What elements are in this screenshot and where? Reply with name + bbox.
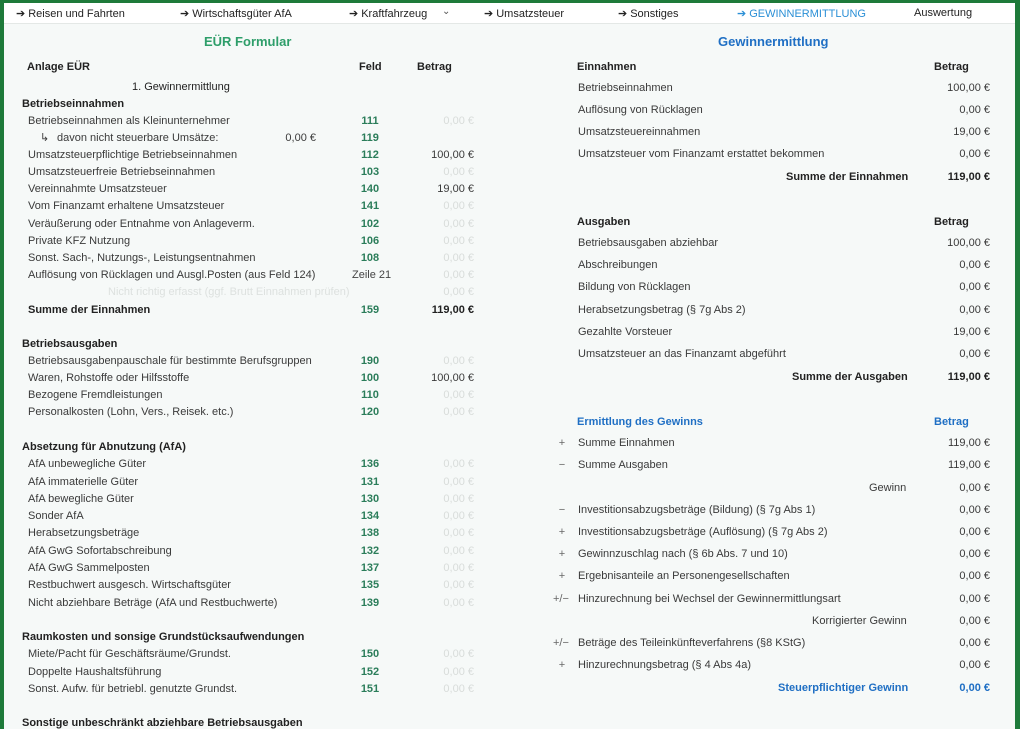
row-label: Vereinnahmte Umsatzsteuer: [28, 183, 167, 195]
ausgaben-row-label: Gezahlte Vorsteuer: [578, 326, 673, 338]
ausgaben-row-amount: 0,00 €: [959, 259, 990, 271]
ausgaben-header: Ausgaben: [577, 216, 631, 228]
einnahmen-row-label: Betriebseinnahmen: [578, 82, 673, 94]
field-number: 108: [360, 252, 380, 264]
gewinn-header: Ermittlung des Gewinns: [577, 416, 703, 428]
ausgaben-row-label: Bildung von Rücklagen: [578, 281, 691, 293]
field-number: 110: [361, 389, 379, 401]
amount-input[interactable]: 0,00 €: [443, 115, 474, 127]
column-header-betrag: Betrag: [417, 61, 452, 73]
einnahmen-sum-amount: 119,00 €: [947, 171, 990, 183]
gewinn-row-amount: 0,00 €: [959, 526, 990, 538]
sub-arrow-icon: ↳: [40, 132, 50, 144]
row-label: Personalkosten (Lohn, Vers., Reisek. etc.): [28, 406, 234, 418]
section-heading-ausgaben: Betriebsausgaben: [22, 338, 118, 350]
field-number: 100: [360, 372, 380, 384]
nav-kraftfahrzeug[interactable]: ➔ Kraftfahrzeug: [349, 8, 428, 20]
einnahmen-row-label: Umsatzsteuer vom Finanzamt erstattet bekommen: [578, 148, 825, 160]
section-heading-einnahmen: Betriebseinnahmen: [22, 98, 125, 110]
gewinn-row-label: Summe Einnahmen: [578, 437, 675, 449]
einnahmen-row-amount: 100,00 €: [947, 82, 990, 94]
amount-input[interactable]: 0,00 €: [443, 218, 474, 230]
section-heading-raum: Raumkosten und sonsige Grundstücksaufwendungen: [22, 631, 305, 643]
row-label: davon nicht steuerbare Umsätze:: [57, 132, 219, 144]
amount-input[interactable]: 0,00 €: [443, 235, 474, 247]
steuerpflichtiger-gewinn-label: Steuerpflichtiger Gewinn: [778, 682, 909, 694]
column-header-anlage: Anlage EÜR: [27, 61, 90, 73]
ausgaben-row-amount: 0,00 €: [959, 348, 990, 360]
row-label: Vom Finanzamt erhaltene Umsatzsteuer: [28, 200, 225, 212]
amount-input[interactable]: 0,00 €: [443, 527, 474, 539]
steuerpflichtiger-gewinn-amount: 0,00 €: [959, 682, 990, 694]
section-subtitle: 1. Gewinnermittlung: [132, 81, 230, 93]
ausgaben-row-label: Abschreibungen: [578, 259, 658, 271]
gewinn-row-label: Beträge des Teileinkünfteverfahrens (§8 KStG): [578, 637, 806, 649]
field-number: 102: [360, 218, 380, 230]
gewinn-row-amount: 119,00 €: [947, 459, 990, 471]
field-number: 159: [360, 304, 380, 316]
field-number: 190: [360, 355, 380, 367]
field-number: 120: [360, 406, 380, 418]
amount-input[interactable]: 0,00 €: [443, 355, 474, 367]
einnahmen-row-amount: 0,00 €: [959, 148, 990, 160]
nav-wirtschaftsgueter[interactable]: ➔ Wirtschaftsgüter AfA: [180, 8, 292, 20]
left-panel-title: EÜR Formular: [204, 34, 292, 49]
row-label: AfA GwG Sammelposten: [28, 562, 150, 574]
nav-reisen[interactable]: ➔ Reisen und Fahrten: [16, 8, 125, 20]
amount-input[interactable]: 0,00 €: [443, 597, 474, 609]
ausgaben-row-label: Herabsetzungsbetrag (§ 7g Abs 2): [578, 304, 746, 316]
sign-plus: +: [558, 659, 566, 671]
field-number: 150: [360, 648, 380, 660]
sign-plus-minus: +/−: [553, 637, 569, 649]
amount-input[interactable]: 0,00 €: [443, 252, 474, 264]
amount-input[interactable]: 0,00 €: [443, 458, 474, 470]
field-number: 134: [360, 510, 380, 522]
amount-input[interactable]: 0,00 €: [443, 269, 474, 281]
right-panel-title: Gewinnermittlung: [718, 34, 829, 49]
ausgaben-sum-label: Summe der Ausgaben: [792, 371, 908, 383]
einnahmen-header: Einnahmen: [577, 61, 637, 73]
gewinn-row-amount: 0,00 €: [959, 659, 990, 671]
gewinn-row-amount: 0,00 €: [959, 615, 990, 627]
row-label: Sonst. Sach-, Nutzungs-, Leistungsentnahmen: [28, 252, 256, 264]
amount-input[interactable]: 0,00 €: [443, 493, 474, 505]
sign-plus: +: [558, 548, 566, 560]
field-number: 112: [361, 149, 379, 161]
amount-input[interactable]: 0,00 €: [443, 510, 474, 522]
amount-input[interactable]: 19,00 €: [437, 183, 474, 195]
amount-input[interactable]: 0,00 €: [443, 648, 474, 660]
arrow-right-icon: ➔: [618, 8, 628, 20]
field-number: 141: [360, 200, 380, 212]
ausgaben-row-amount: 0,00 €: [959, 281, 990, 293]
field-number: 135: [360, 579, 380, 591]
section-heading-sonstige: Sonstige unbeschränkt abziehbare Betriebsausgaben: [22, 717, 303, 729]
sign-minus: −: [558, 504, 566, 516]
field-number: 119: [361, 132, 379, 144]
field-number: 139: [360, 597, 380, 609]
amount-input[interactable]: 0,00 €: [443, 200, 474, 212]
row-label: Betriebsausgabenpauschale für bestimmte Berufsgruppen: [28, 355, 312, 367]
field-number: 152: [360, 666, 380, 678]
ausgaben-row-amount: 19,00 €: [953, 326, 990, 338]
arrow-right-icon: ➔: [349, 8, 359, 20]
gewinn-row-label: Hinzurechnungsbetrag (§ 4 Abs 4a): [578, 659, 752, 671]
column-header-feld: Feld: [359, 61, 382, 73]
field-number: 111: [361, 115, 379, 127]
app-frame: [4, 3, 1015, 729]
gewinn-row-label: Gewinnzuschlag nach (§ 6b Abs. 7 und 10): [578, 548, 788, 560]
gewinn-subtotal-label: Gewinn: [869, 482, 907, 494]
gewinn-row-label: Hinzurechnung bei Wechsel der Gewinnermittlungsart: [578, 593, 841, 605]
row-label: Herabsetzungsbeträge: [28, 527, 140, 539]
hint-text: Nicht richtig erfasst (ggf. Brutt Einnahmen prüfen): [108, 286, 350, 298]
amount-input[interactable]: 0,00 €: [443, 562, 474, 574]
row-label: Sonst. Aufw. für betriebl. genutzte Grundst.: [28, 683, 238, 695]
gewinn-row-label: Ergebnisanteile an Personengesellschaften: [578, 570, 790, 582]
arrow-right-icon: ➔: [484, 8, 494, 20]
row-label: Auflösung von Rücklagen und Ausgl.Posten (aus Feld 124): [28, 269, 316, 281]
field-number: 106: [360, 235, 380, 247]
amount-input[interactable]: 0,00 €: [443, 166, 474, 178]
amount-input: 0,00 €: [443, 286, 474, 298]
amount-input[interactable]: 0,00 €: [443, 579, 474, 591]
gewinn-row-amount: 119,00 €: [947, 437, 990, 449]
field-number: 138: [360, 527, 380, 539]
field-number: 131: [360, 476, 380, 488]
gewinn-row-amount: 0,00 €: [959, 504, 990, 516]
arrow-right-icon: ➔: [180, 8, 190, 20]
field-number: 140: [360, 183, 380, 195]
field-number: 151: [360, 683, 380, 695]
row-label: Bezogene Fremdleistungen: [28, 389, 163, 401]
nav-gewinnermittlung[interactable]: ➔ GEWINNERMITTLUNG: [737, 8, 866, 20]
field-number: Zeile 21: [352, 269, 392, 281]
row-label: Umsatzsteuerpflichtige Betriebseinnahmen: [28, 149, 238, 161]
arrow-right-icon: ➔: [737, 8, 747, 20]
ausgaben-row-label: Betriebsausgaben abziehbar: [578, 237, 719, 249]
amount-input[interactable]: 0,00 €: [443, 389, 474, 401]
amount-input[interactable]: 0,00 €: [443, 406, 474, 418]
field-number: 132: [360, 545, 380, 557]
amount-input[interactable]: 100,00 €: [431, 149, 474, 161]
gewinn-row-label: Summe Ausgaben: [578, 459, 668, 471]
row-label: AfA unbewegliche Güter: [28, 458, 147, 470]
ausgaben-betrag-header: Betrag: [934, 216, 969, 228]
sign-plus: +: [558, 437, 566, 449]
row-label: Miete/Pacht für Geschäftsräume/Grundst.: [28, 648, 231, 660]
gewinn-row-amount: 0,00 €: [959, 570, 990, 582]
nav-sonstiges[interactable]: ➔ Sonstiges: [618, 8, 679, 20]
gewinn-row-label: Investitionsabzugsbeträge (Bildung) (§ 7g Abs 1): [578, 504, 816, 516]
row-label: Umsatzsteuerfreie Betriebseinnahmen: [28, 166, 216, 178]
gewinn-betrag-header: Betrag: [934, 416, 969, 428]
sum-amount: 119,00 €: [431, 304, 474, 316]
ausgaben-sum-amount: 119,00 €: [947, 371, 990, 383]
row-label: Waren, Rohstoffe oder Hilfsstoffe: [28, 372, 190, 384]
field-number: 130: [360, 493, 380, 505]
amount-input[interactable]: 0,00 €: [443, 476, 474, 488]
gewinn-row-amount: 0,00 €: [959, 593, 990, 605]
sign-plus: +: [558, 526, 566, 538]
field-number: 103: [360, 166, 380, 178]
sign-plus-minus: +/−: [553, 593, 569, 605]
row-label: Veräußerung oder Entnahme von Anlageverm.: [28, 218, 255, 230]
field-number: 136: [360, 458, 380, 470]
row-label: Sonder AfA: [28, 510, 84, 522]
einnahmen-row-label: Umsatzsteuereinnahmen: [578, 126, 701, 138]
gewinn-row-amount: 0,00 €: [959, 482, 990, 494]
nav-umsatzsteuer[interactable]: ➔ Umsatzsteuer: [484, 8, 565, 20]
row-label: AfA bewegliche Güter: [28, 493, 134, 505]
einnahmen-row-amount: 19,00 €: [953, 126, 990, 138]
gewinn-row-amount: 0,00 €: [959, 637, 990, 649]
row-label: Nicht abziehbare Beträge (AfA und Restbuchwerte): [28, 597, 278, 609]
chevron-down-icon[interactable]: ⌄: [442, 6, 451, 17]
einnahmen-sum-label: Summe der Einnahmen: [786, 171, 909, 183]
einnahmen-betrag-header: Betrag: [934, 61, 969, 73]
row-label: Betriebseinnahmen als Kleinunternehmer: [28, 115, 230, 127]
einnahmen-row-label: Auflösung von Rücklagen: [578, 104, 703, 116]
einnahmen-row-amount: 0,00 €: [959, 104, 990, 116]
amount-input[interactable]: 100,00 €: [431, 372, 474, 384]
amount-input[interactable]: 0,00 €: [443, 666, 474, 678]
field-number: 137: [360, 562, 380, 574]
amount-input[interactable]: 0,00 €: [443, 683, 474, 695]
korrigierter-gewinn-label: Korrigierter Gewinn: [812, 615, 907, 627]
sign-minus: −: [558, 459, 566, 471]
ausgaben-row-label: Umsatzsteuer an das Finanzamt abgeführt: [578, 348, 786, 360]
row-label: AfA immaterielle Güter: [28, 476, 139, 488]
amount-input[interactable]: 0,00 €: [285, 132, 316, 144]
ausgaben-row-amount: 0,00 €: [959, 304, 990, 316]
nav-auswertung[interactable]: Auswertung: [914, 7, 973, 19]
sum-label: Summe der Einnahmen: [28, 304, 151, 316]
sign-plus: +: [558, 570, 566, 582]
row-label: Private KFZ Nutzung: [28, 235, 131, 247]
row-label: Restbuchwert ausgesch. Wirtschaftsgüter: [28, 579, 231, 591]
row-label: Doppelte Haushaltsführung: [28, 666, 162, 678]
section-heading-afa: Absetzung für Abnutzung (AfA): [22, 441, 186, 453]
gewinn-row-amount: 0,00 €: [959, 548, 990, 560]
ausgaben-row-amount: 100,00 €: [947, 237, 990, 249]
top-navigation: [4, 3, 1015, 24]
arrow-right-icon: ➔: [16, 8, 26, 20]
amount-input[interactable]: 0,00 €: [443, 545, 474, 557]
gewinn-row-label: Investitionsabzugsbeträge (Auflösung) (§ 7g Abs 2): [578, 526, 828, 538]
row-label: AfA GwG Sofortabschreibung: [28, 545, 172, 557]
